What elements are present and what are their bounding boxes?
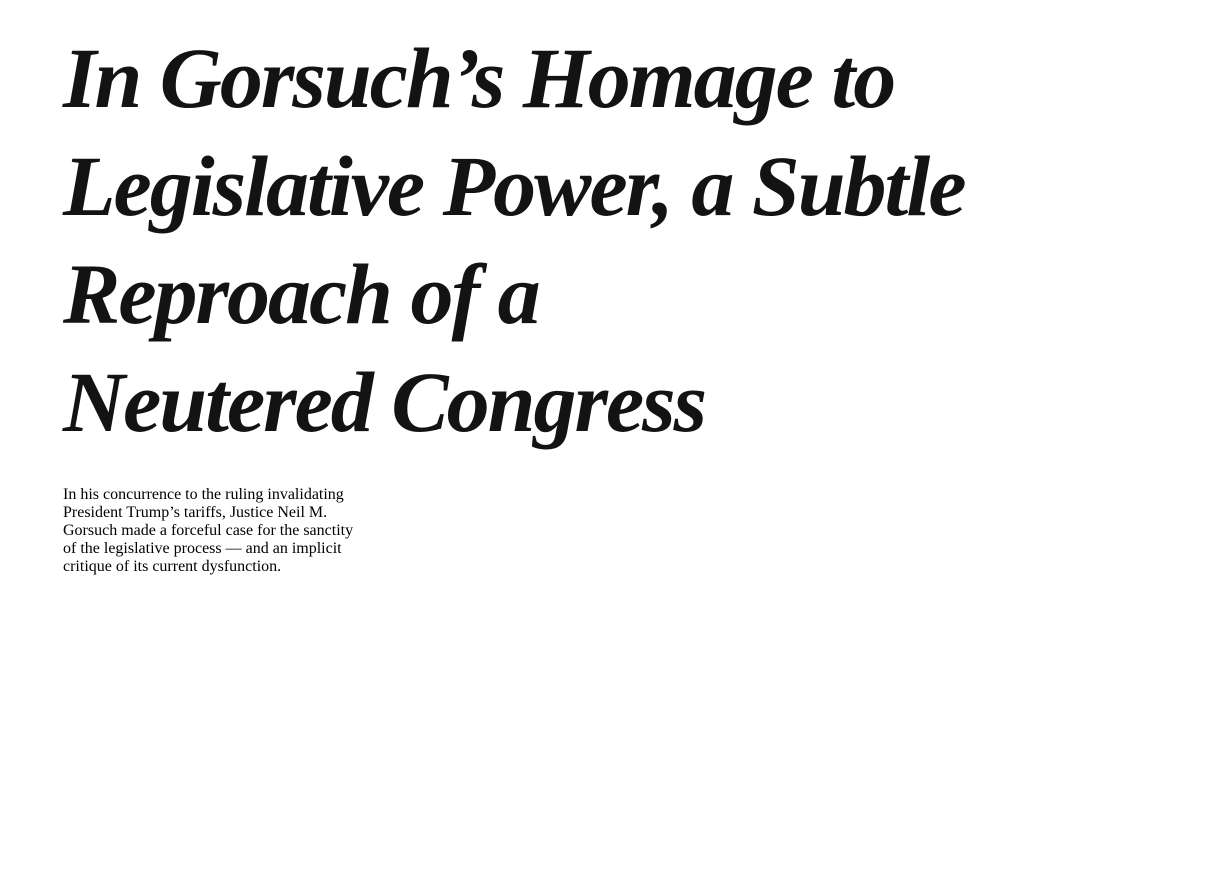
summary-line: In his concurrence to the ruling invalidating — [63, 486, 344, 503]
summary-line: President Trump’s tariffs, Justice Neil M. — [63, 504, 328, 521]
summary-line: of the legislative process — and an implicit — [63, 540, 342, 557]
headline-line: Neutered Congress — [63, 354, 706, 450]
headline-line: Reproach of a — [63, 246, 539, 342]
headline-line: In Gorsuch’s Homage to — [63, 30, 895, 126]
summary-line: critique of its current dysfunction. — [63, 558, 282, 575]
headline-line: Legislative Power, a Subtle — [63, 138, 965, 234]
article-headline — [63, 24, 1166, 456]
summary-line: Gorsuch made a forceful case for the sanctity — [63, 522, 354, 539]
